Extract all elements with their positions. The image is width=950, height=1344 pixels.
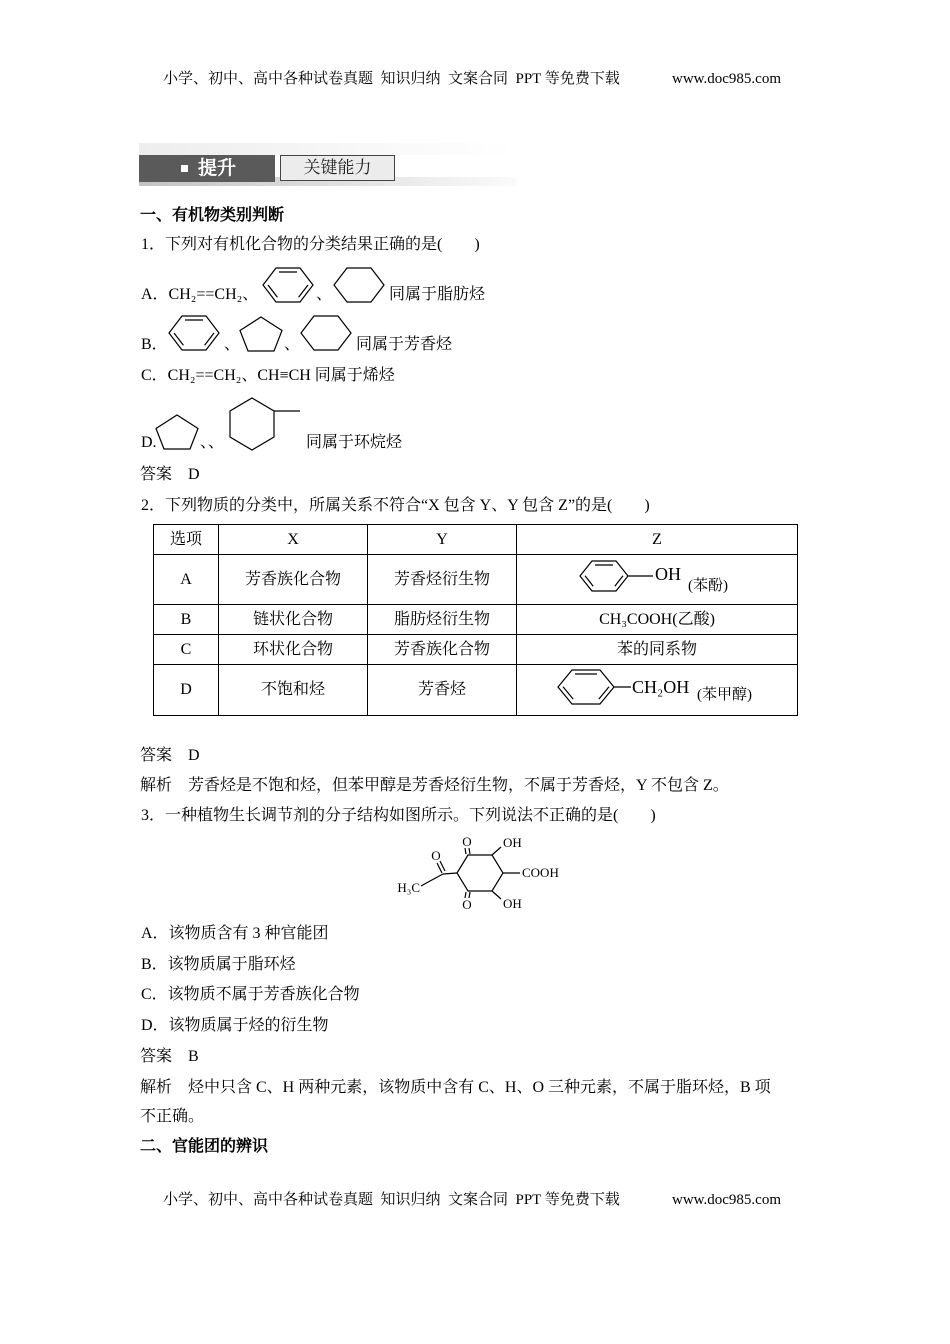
section-heading-2: 二、官能团的辨识 [140, 1138, 269, 1155]
header-cell: X [219, 525, 368, 555]
footer-url: www.doc985.com [672, 1192, 782, 1208]
q3-option-b: B．该物质属于脂环烃 [141, 956, 296, 973]
hexagon-ring [457, 855, 503, 891]
benzene-icon [168, 315, 220, 351]
cell-x: 芳香族化合物 [219, 555, 368, 605]
phenol-group-label: OH [655, 564, 681, 584]
phenol-name-note: (苯酚) [688, 578, 728, 594]
side-chain-oxygen-label: O [431, 848, 441, 863]
benzyl-alcohol-name-note: (苯甲醇) [697, 687, 752, 703]
benzyl-alcohol-icon [557, 669, 633, 705]
phenol-icon [579, 560, 655, 592]
classification-table [153, 524, 798, 716]
cell-option: A [154, 555, 219, 605]
q3-analysis-line-1: 解析 烃中只含 C、H 两种元素，该物质中含有 C、H、O 三种元素，不属于脂环烃，B 项 [140, 1079, 771, 1096]
double-bond-line [268, 285, 277, 297]
q1-option-d-lead: D. [141, 434, 157, 451]
q1-option-b-separator-2: 、 [284, 336, 301, 353]
table-row [154, 555, 798, 605]
hexagon-ring [334, 268, 384, 302]
q1-option-b-tail: 同属于芳香烃 [356, 336, 453, 353]
q3-option-a: A．该物质含有 3 种官能团 [141, 925, 329, 942]
double-bond-line [205, 333, 214, 345]
bond-line [443, 873, 457, 874]
methyl-label: H₃C [397, 880, 420, 895]
q1-option-a-separator: 、 [316, 286, 333, 303]
cyclopentane-icon [239, 316, 283, 352]
plant-growth-regulator-structure [395, 833, 560, 915]
bond-line [492, 891, 501, 899]
cyclohexane-icon [300, 315, 352, 351]
hexagon-ring [263, 268, 313, 302]
square-bullet-icon [181, 165, 188, 172]
pentagon-ring [240, 317, 282, 351]
cell-z [517, 555, 798, 605]
cell-y: 芳香族化合物 [368, 635, 517, 665]
benzyl-alcohol-group-label: CH₂OH [632, 677, 690, 697]
benzene-icon [262, 267, 314, 303]
q2-stem: 2．下列物质的分类中，所属关系不符合“X 包含 Y、Y 包含 Z”的是( ) [141, 497, 650, 514]
cell-option: D [154, 665, 219, 716]
cell-z: 苯的同系物 [517, 635, 798, 665]
cell-z: CH₃COOH(乙酸) [517, 605, 798, 635]
q1-option-c: C．CH₂==CH₂、CH≡CH 同属于烯烃 [141, 367, 395, 384]
hexagon-ring [169, 316, 219, 350]
bottom-hydroxyl-label: OH [503, 896, 522, 911]
banner-tag-label: 提升 [198, 158, 237, 179]
pentagon-ring [156, 415, 198, 449]
table-header-row [154, 525, 798, 555]
section-heading-1: 一、有机物类别判断 [140, 207, 285, 224]
q3-option-c: C．该物质不属于芳香族化合物 [141, 986, 360, 1003]
benzyl-alcohol-figure [517, 665, 797, 715]
cell-option: C [154, 635, 219, 665]
carboxyl-label: COOH [522, 865, 559, 880]
q1-option-b-separator-1: 、 [224, 336, 241, 353]
cell-option: B [154, 605, 219, 635]
ring-top-oxygen-label: O [462, 834, 472, 849]
q2-analysis: 解析 芳香烃是不饱和烃，但苯甲醇是芳香烃衍生物，不属于芳香烃，Y 不包含 Z。 [140, 777, 729, 794]
table-row [154, 665, 798, 716]
top-hydroxyl-label: OH [503, 835, 522, 850]
cell-x: 环状化合物 [219, 635, 368, 665]
double-bond-line [174, 333, 183, 345]
q3-stem: 3．一种植物生长调节剂的分子结构如图所示。下列说法不正确的是( ) [141, 807, 656, 824]
q1-option-b-lead: B． [141, 336, 168, 353]
footer-text: 小学、初中、高中各种试卷真题 知识归纳 文案合同 PPT 等免费下载 [163, 1192, 620, 1208]
q3-option-d: D．该物质属于烃的衍生物 [141, 1017, 329, 1034]
header-cell: 选项 [154, 525, 219, 555]
cell-x: 不饱和烃 [219, 665, 368, 716]
hexagon-ring [558, 670, 614, 704]
double-bond-line [563, 687, 573, 699]
table-row [154, 605, 798, 635]
q1-answer: 答案 D [140, 466, 200, 483]
hexagon-ring [301, 316, 351, 350]
table-row [154, 635, 798, 665]
q2-answer: 答案 D [140, 747, 200, 764]
q1-option-a-tail: 同属于脂肪烃 [389, 286, 486, 303]
phenol-figure [517, 555, 797, 604]
q3-analysis-line-2: 不正确。 [140, 1108, 205, 1125]
cyclopentane-icon [155, 414, 199, 450]
cell-y: 脂肪烃衍生物 [368, 605, 517, 635]
q1-option-d-separator: 、、 [200, 434, 225, 451]
bond-line [492, 847, 501, 855]
double-bond-line [299, 285, 308, 297]
header-cell: Z [517, 525, 798, 555]
ethylcyclohexane-icon [228, 394, 304, 454]
header-url: www.doc985.com [672, 71, 782, 87]
header-cell: Y [368, 525, 517, 555]
cell-y: 芳香烃 [368, 665, 517, 716]
banner-title: 关键能力 [280, 155, 395, 181]
q1-option-a-lead: A．CH₂==CH₂、 [141, 286, 259, 303]
double-bond-line [599, 687, 609, 699]
banner-fade-top [139, 143, 517, 155]
cyclohexane-icon [333, 267, 385, 303]
q3-answer: 答案 B [140, 1048, 199, 1065]
hexagon-ring [230, 398, 274, 450]
cell-x: 链状化合物 [219, 605, 368, 635]
header-text: 小学、初中、高中各种试卷真题 知识归纳 文案合同 PPT 等免费下载 [163, 71, 620, 87]
ethyl-chain-line [421, 874, 443, 886]
cell-z [517, 665, 798, 716]
q1-stem: 1．下列对有机化合物的分类结果正确的是( ) [141, 236, 480, 253]
q1-option-d-tail: 同属于环烷烃 [306, 434, 403, 451]
ring-bottom-oxygen-label: O [462, 897, 472, 912]
cell-y: 芳香烃衍生物 [368, 555, 517, 605]
